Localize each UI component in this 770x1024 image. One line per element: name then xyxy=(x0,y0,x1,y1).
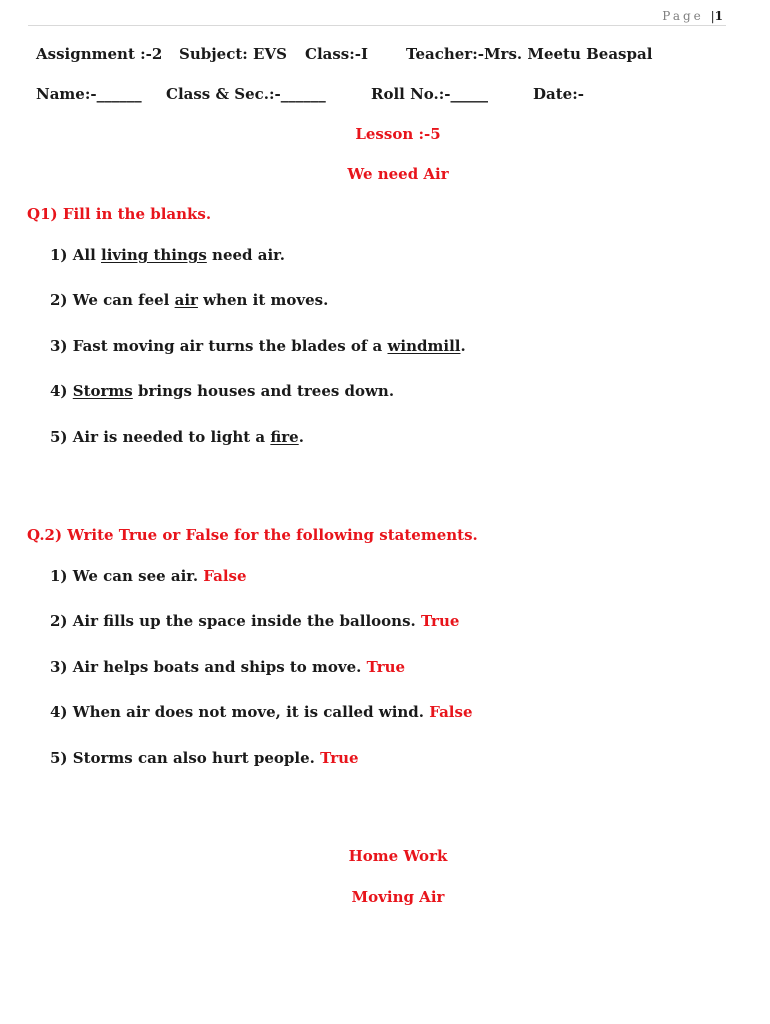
assignment-label: Assignment :-2 xyxy=(36,45,163,63)
teacher-label: Teacher:-Mrs. Meetu Beaspal xyxy=(406,45,653,63)
q2-item: 5) Storms can also hurt people. True xyxy=(50,749,359,767)
page-number: 1 xyxy=(714,9,723,23)
lesson-title: We need Air xyxy=(347,165,449,183)
class-label: Class:-I xyxy=(305,45,369,63)
homework-subtitle: Moving Air xyxy=(351,888,445,906)
q2-item: 2) Air fills up the space inside the balloons. True xyxy=(50,612,460,630)
q1-item: 4) Storms brings houses and trees down. xyxy=(50,382,395,400)
q1-answer: air xyxy=(174,291,198,309)
q1-item: 3) Fast moving air turns the blades of a windmill. xyxy=(50,337,466,355)
q1-item: 1) All living things need air. xyxy=(50,246,285,264)
q1-answer: Storms xyxy=(72,382,133,400)
homework-title: Home Work xyxy=(348,847,448,865)
q2-answer: True xyxy=(366,658,406,676)
q2-item: 4) When air does not move, it is called wind. False xyxy=(50,703,473,721)
q1-item: 2) We can feel air when it moves. xyxy=(50,291,329,309)
page-number-header xyxy=(662,9,723,23)
header-rule xyxy=(28,25,726,26)
lesson-number: Lesson :-5 xyxy=(355,125,441,143)
q1-answer: windmill xyxy=(387,337,461,355)
class-sec-field: Class & Sec.:-______ xyxy=(166,85,326,103)
subject-label: Subject: EVS xyxy=(179,45,287,63)
q2-item: 1) We can see air. False xyxy=(50,567,247,585)
q1-title: Q1) Fill in the blanks. xyxy=(27,205,212,223)
q2-item: 3) Air helps boats and ships to move. True xyxy=(50,658,406,676)
q2-title: Q.2) Write True or False for the following statements. xyxy=(27,526,478,544)
page-separator: | xyxy=(710,9,715,23)
q2-answer: True xyxy=(320,749,359,767)
name-field: Name:-______ xyxy=(36,85,142,103)
date-field: Date:- xyxy=(533,85,584,103)
q1-answer: fire xyxy=(270,428,299,446)
q2-answer: True xyxy=(420,612,460,630)
q1-answer: living things xyxy=(101,246,207,264)
q1-item: 5) Air is needed to light a fire. xyxy=(50,428,304,446)
q2-answer: False xyxy=(429,703,473,721)
roll-no-field: Roll No.:-_____ xyxy=(371,85,489,103)
page-label: Page xyxy=(662,9,704,23)
q2-answer: False xyxy=(203,567,247,585)
